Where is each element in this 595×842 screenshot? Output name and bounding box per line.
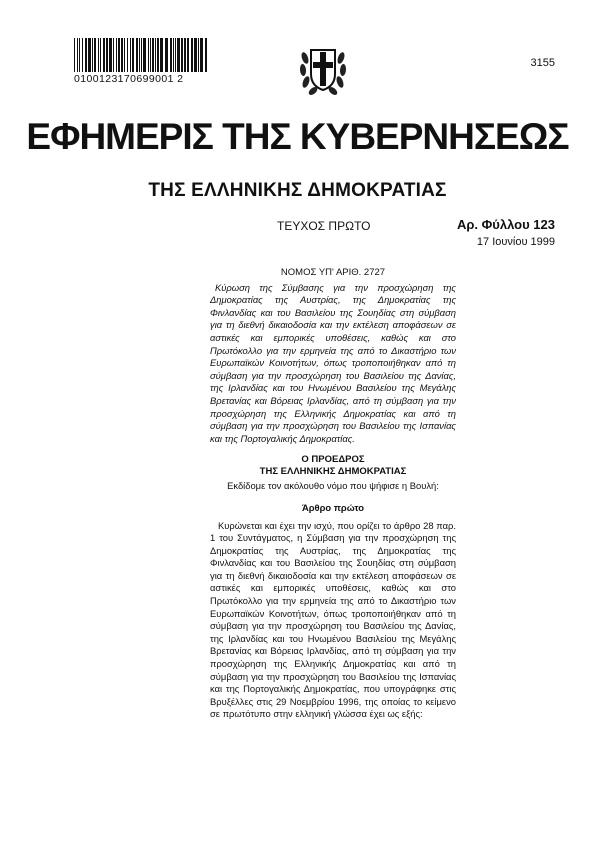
barcode-bar xyxy=(152,38,154,72)
barcode-bar xyxy=(127,38,128,72)
barcode-bar xyxy=(170,38,172,72)
barcode-bar xyxy=(205,38,207,72)
barcode-bar xyxy=(150,38,151,72)
barcode-bar xyxy=(194,38,197,72)
barcode-bar xyxy=(136,38,138,72)
issue-label: ΤΕΥΧΟΣ ΠΡΩΤΟ xyxy=(277,219,371,233)
barcode-bar xyxy=(85,38,87,72)
enactment-formula: Εκδίδομε τον ακόλουθο νόμο που ψήφισε η Βουλή: xyxy=(227,480,439,492)
article-text: Κυρώνεται και έχει την ισχύ, που ορίζει το άρθρο 28 παρ. 1 του Συντάγματος, η Σύμβαση για την προσχώρηση της Δημοκρατίας της Αυστρίας, της Δημοκρατίας της Φινλανδίας και του Βασιλείου της Σουηδίας στη σύμβαση για τη διεθνή δικαιοδοσία και την εκτέλεση αποφάσεων σε αστικές και εμπορικές υποθέσεις, καθώς και στο Πρωτόκολλο για την ερμηνεία της από το Δικαστήριο των Ευρωπαϊκών Κοινοτήτων, όπως τροποποιήθηκαν από τη σύμβαση για την προσχώρηση του Βασιλείου της Δανίας, της Ιρλανδίας και του Ηνωμένου Βασιλείου της Μεγάλης Βρετανίας και Βόρειας Ιρλανδίας, από τη σύμβαση για την προσχώρηση της Ελληνικής Δημοκρατίας και από τη σύμβαση για την προσχώρηση του Βασιλείου της Ισπανίας και της Πορτογαλικής Δημοκρατίας, που υπογράφηκε στις Βρυξέλλες στις 29 Νοεμβρίου 1996, της οποίας το κείμενο σε πρωτότυπο στην ελληνική γλώσσα έχει ως εξής: xyxy=(210,519,456,720)
barcode-bar xyxy=(88,38,91,72)
barcode-bar xyxy=(173,38,174,72)
barcode-bar xyxy=(79,38,80,72)
coat-of-arms-emblem xyxy=(297,38,349,98)
barcode-bar xyxy=(160,38,163,72)
gazette-subtitle: ΤΗΣ ΕΛΛΗΝΙΚΗΣ ΔΗΜΟΚΡΑΤΙΑΣ xyxy=(148,180,447,201)
president-line-1: Ο ΠΡΟΕΔΡΟΣ xyxy=(301,454,365,466)
barcode-bar xyxy=(200,38,203,72)
president-heading xyxy=(210,454,456,477)
law-number: ΝΟΜΟΣ ΥΠ' ΑΡΙΘ. 2727 xyxy=(280,267,386,278)
law-description: Κύρωση της Σύμβασης για την προσχώρηση της Δημοκρατίας της Αυστρίας, της Δημοκρατίας της Φινλανδίας και του Βασιλείου της Σουηδίας στη σύμβαση για τη διεθνή δικαιοδοσία και την εκτέλεση αποφάσεων σε αστικές και εμπορικές υποθέσεις, καθώς και στο Πρωτόκολλο για την ερμηνεία της από το Δικαστήριο των Ευρωπαϊκών Κοινοτήτων, όπως τροποποιήθηκαν από τη σύμβαση για την προσχώρηση του Βασιλείου της Δανίας, της Ιρλανδίας και του Ηνωμένου Βασιλείου της Μεγάλης Βρετανίας και Βόρειας Ιρλανδίας, από τη σύμβαση για την προσχώρηση της Ελληνικής Δημοκρατίας και από τη σύμβαση για την προσχώρηση του Βασιλείου της Ισπανίας και της Πορτογαλικής Δημοκρατίας. xyxy=(210,281,456,444)
barcode xyxy=(74,38,208,72)
barcode-bar xyxy=(124,38,125,72)
barcode-bar xyxy=(113,38,114,72)
barcode-bar xyxy=(175,38,176,72)
barcode-bar xyxy=(130,38,131,72)
barcode-bar xyxy=(148,38,149,72)
barcode-bar xyxy=(74,38,75,72)
sheet-number: Αρ. Φύλλου 123 xyxy=(456,217,555,232)
page-number: 3155 xyxy=(530,57,555,69)
barcode-bar xyxy=(141,38,142,72)
barcode-bar xyxy=(198,38,199,72)
issue-date: 17 Ιουνίου 1999 xyxy=(476,236,555,248)
barcode-bar xyxy=(143,38,146,72)
barcode-bar xyxy=(187,38,189,72)
president-line-2: ΤΗΣ ΕΛΛΗΝΙΚΗΣ ΔΗΜΟΚΡΑΤΙΑΣ xyxy=(259,465,407,477)
barcode-bar xyxy=(177,38,180,72)
barcode-bar xyxy=(98,38,99,72)
barcode-bar xyxy=(181,38,183,72)
barcode-number: 0100123170699001 2 xyxy=(74,73,184,85)
law-column xyxy=(210,267,456,721)
barcode-bar xyxy=(77,38,78,72)
barcode-bar xyxy=(103,38,105,72)
barcode-bar xyxy=(100,38,101,72)
barcode-bar xyxy=(116,38,117,72)
barcode-bar xyxy=(157,38,159,72)
barcode-bar xyxy=(82,38,83,72)
barcode-bar xyxy=(92,38,93,72)
barcode-bar xyxy=(191,38,193,72)
barcode-bar xyxy=(132,38,134,72)
barcode-bar xyxy=(184,38,186,72)
article-title: Άρθρο πρώτο xyxy=(301,501,365,513)
barcode-bar xyxy=(155,38,156,72)
barcode-bar xyxy=(118,38,120,72)
barcode-bar xyxy=(94,38,96,72)
barcode-bar xyxy=(106,38,108,72)
barcode-bar xyxy=(165,38,168,72)
barcode-bar xyxy=(139,38,140,72)
gazette-title: ΕΦΗΜΕΡΙΣ ΤΗΣ ΚΥΒΕΡΝΗΣΕΩΣ xyxy=(26,116,569,157)
barcode-bar xyxy=(121,38,123,72)
barcode-bar xyxy=(109,38,112,72)
